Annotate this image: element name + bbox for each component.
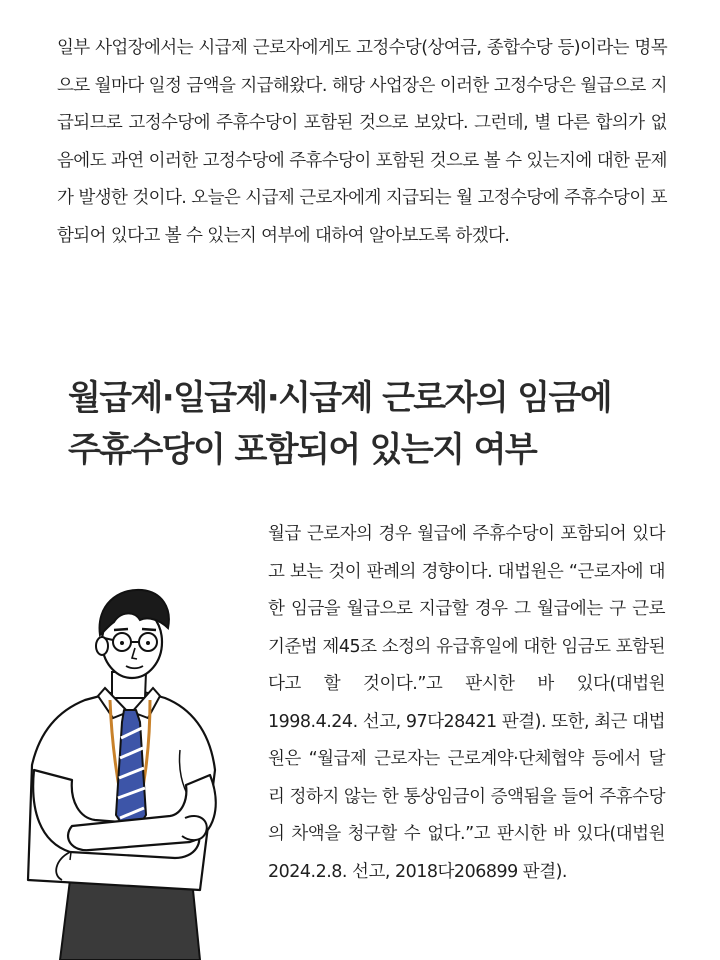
hand <box>182 816 207 840</box>
pants <box>60 880 200 960</box>
section-heading-line1: 월급제·일급제·시급제 근로자의 임금에 <box>68 378 612 418</box>
section-heading <box>68 372 611 476</box>
intro-paragraph: 일부 사업장에서는 시급제 근로자에게도 고정수당(상여금, 종합수당 등)이라는 명목으로 월마다 일정 금액을 지급해왔다. 해당 사업장은 이러한 고정수당은 월급으로 지급되므로 고정수당에 주휴수당이 포함된 것으로 보았다. 그런데, 별 다른 합의가 없음에도 과연 이러한 고정수당에 주휴수당이 포함된 것으로 볼 수 있는지에 대한 문제가 발생한 것이다. 오늘은 시급제 근로자에게 지급되는 월 고정수당에 주휴수당이 포함되어 있다고 볼 수 있는지 여부에 대하여 알아보도록 하겠다. <box>57 38 667 246</box>
office-worker-illustration <box>0 580 260 960</box>
section-body-paragraph: 월급 근로자의 경우 월급에 주휴수당이 포함되어 있다고 보는 것이 판례의 경향이다. 대법원은 “근로자에 대한 임금을 월급으로 지급할 경우 그 월급에는 구 근로기준법 제45조 소정의 유급휴일에 대한 임금도 포함된다고 할 것이다.”고 판시한 바 있다(대법원 1998.4.24. 선고, 97다28421 판결). 또한, 최근 대법원은 “월급제 근로자는 근로계약·단체협약 등에서 달리 정하지 않는 한 통상임금이 증액됨을 들어 주휴수당의 차액을 청구할 수 없다.”고 판시한 바 있다(대법원 2024.2.8. 선고, 2018다206899 판결). <box>268 524 665 882</box>
section-heading-line2: 주휴수당이 포함되어 있는지 여부 <box>68 430 537 470</box>
